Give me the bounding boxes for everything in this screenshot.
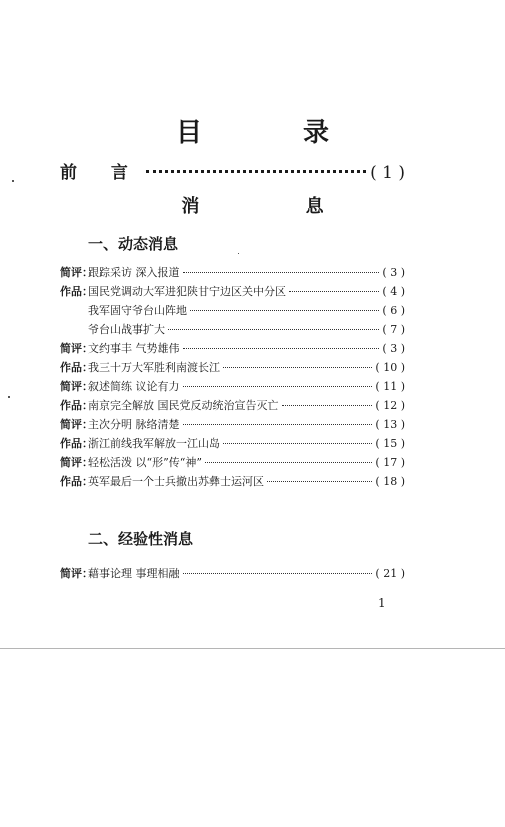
group-heading-experience-news: 二、经验性消息: [88, 530, 194, 548]
toc-list-experience-news: [60, 565, 405, 584]
dot-leader: [183, 348, 380, 349]
entry-title: 主次分明 脉络清楚: [88, 418, 180, 431]
toc-entry[interactable]: [60, 397, 405, 416]
entry-kind: 简评：: [60, 567, 93, 580]
section-title: 消 息: [181, 196, 374, 217]
toc-list-dynamic-news: [60, 264, 405, 492]
dot-leader: [223, 367, 372, 368]
toc-entry[interactable]: [60, 378, 405, 397]
entry-title: 国民党调动大军进犯陕甘宁边区关中分区: [88, 285, 286, 298]
entry-kind: 简评：: [60, 342, 93, 355]
toc-entry[interactable]: [60, 416, 405, 435]
toc-entry[interactable]: [60, 565, 405, 584]
preface-page-number: ( 1 ): [370, 163, 405, 183]
entry-title: 我三十万大军胜利南渡长江: [88, 361, 220, 374]
group-heading-dynamic-news: 一、动态消息: [88, 235, 179, 253]
scan-edge-line: [0, 648, 505, 649]
scan-speck: [238, 253, 239, 254]
entry-title: 英军最后一个士兵撤出苏彝士运河区: [88, 475, 264, 488]
entry-title: 叙述简练 议论有力: [88, 380, 180, 393]
toc-entry[interactable]: [60, 435, 405, 454]
dot-leader: [223, 443, 372, 444]
entry-kind: 作品：: [60, 437, 93, 450]
entry-title: 南京完全解放 国民党反动统治宣告灭亡: [88, 399, 279, 412]
toc-entry[interactable]: [60, 359, 405, 378]
entry-title: 轻松活泼 以“形”传“神”: [88, 456, 202, 469]
entry-page-number: ( 7 ): [382, 323, 405, 336]
dot-leader: [183, 424, 373, 425]
dot-leader: [190, 310, 379, 311]
preface-label: 前 言: [60, 163, 142, 183]
entry-page-number: ( 10 ): [375, 361, 405, 374]
entry-title: 文约事丰 气势雄伟: [88, 342, 180, 355]
entry-page-number: ( 3 ): [382, 342, 405, 355]
dot-leader: [168, 329, 379, 330]
entry-title: 藉事论理 事理相融: [88, 567, 180, 580]
entry-kind: 简评：: [60, 380, 93, 393]
dot-leader: [289, 291, 379, 292]
scan-speck: [12, 180, 14, 182]
preface-entry[interactable]: [60, 158, 405, 183]
entry-kind: 作品：: [60, 285, 93, 298]
entry-kind: 简评：: [60, 418, 93, 431]
entry-page-number: ( 12 ): [375, 399, 405, 412]
toc-entry[interactable]: [60, 264, 405, 283]
entry-page-number: ( 6 ): [382, 304, 405, 317]
entry-title: 我军固守爷台山阵地: [88, 304, 187, 317]
entry-page-number: ( 21 ): [375, 567, 405, 580]
dot-leader: [205, 462, 372, 463]
dot-leader: [183, 272, 380, 273]
toc-entry[interactable]: [60, 283, 405, 302]
entry-kind: 简评：: [60, 456, 93, 469]
entry-page-number: ( 18 ): [375, 475, 405, 488]
toc-entry[interactable]: [60, 321, 405, 340]
dot-leader: [183, 386, 373, 387]
entry-kind: 作品：: [60, 361, 93, 374]
entry-kind: 作品：: [60, 399, 93, 412]
toc-entry[interactable]: [60, 473, 405, 492]
dot-leader: [183, 573, 373, 574]
entry-title: 跟踪采访 深入报道: [88, 266, 180, 279]
toc-entry[interactable]: [60, 302, 405, 321]
entry-page-number: ( 3 ): [382, 266, 405, 279]
entry-title: 爷台山战事扩大: [88, 323, 165, 336]
entry-page-number: ( 13 ): [375, 418, 405, 431]
page-title: 目 录: [175, 118, 376, 148]
dot-leader: [146, 170, 366, 173]
page-folio: 1: [378, 596, 386, 610]
entry-page-number: ( 11 ): [375, 380, 405, 393]
entry-page-number: ( 4 ): [382, 285, 405, 298]
entry-page-number: ( 15 ): [375, 437, 405, 450]
scan-speck: [8, 396, 10, 398]
entry-page-number: ( 17 ): [375, 456, 405, 469]
entry-title: 浙江前线我军解放一江山岛: [88, 437, 220, 450]
toc-entry[interactable]: [60, 340, 405, 359]
entry-kind: 简评：: [60, 266, 93, 279]
dot-leader: [282, 405, 373, 406]
entry-kind: 作品：: [60, 475, 93, 488]
dot-leader: [267, 481, 372, 482]
toc-entry[interactable]: [60, 454, 405, 473]
